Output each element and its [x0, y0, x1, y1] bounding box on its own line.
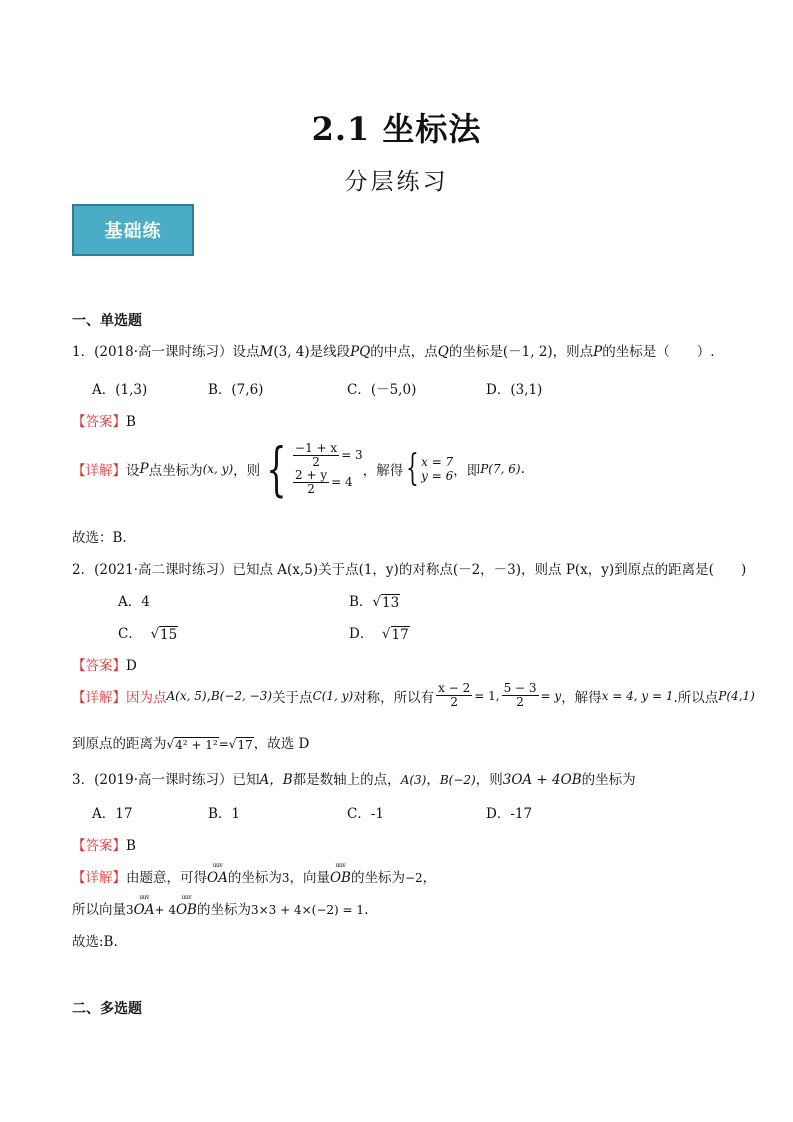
- question-3-stem: 3．(2019·高一课时练习）已知A，B都是数轴上的点，A(3)，B(−2)，则3OA + 4OB的坐标为: [72, 772, 636, 788]
- question-3-option-a: A．17: [92, 806, 133, 822]
- page-subtitle: 分层练习: [344, 169, 449, 195]
- question-1-stem: 1．(2018·高一课时练习）设点M(3, 4)是线段PQ的中点，点Q的坐标是(－1, 2)，则点P的坐标是（ ）.: [72, 344, 715, 360]
- page-title: 2.1 坐标法: [311, 110, 482, 148]
- question-1-answer: 【答案】B: [72, 414, 136, 430]
- section-heading-multi-choice: 二、多选题: [72, 1001, 142, 1017]
- level-badge: 基础练: [72, 204, 194, 256]
- section-heading-single-choice: 一、单选题: [72, 313, 142, 329]
- question-1-option-a: A．(1,3): [92, 382, 148, 398]
- question-3-option-b: B．1: [208, 806, 241, 822]
- question-3-conclusion: 故选:B.: [72, 934, 118, 950]
- question-1-option-b: B．(7,6): [208, 382, 264, 398]
- question-2-answer: 【答案】D: [72, 658, 137, 674]
- question-1-option-c: C．(－5,0): [347, 382, 417, 398]
- solution-system-1: { x = 7 y = 6: [406, 448, 454, 489]
- question-2-option-b: B．√ 13: [349, 594, 400, 611]
- question-2-option-a: A．4: [118, 594, 150, 610]
- question-2-option-c: C． √ 15: [118, 626, 178, 643]
- question-3-detail: 【详解】由题意，可得uuv OA的坐标为3，向量uuv OB的坐标为−2，: [72, 866, 436, 886]
- question-3-option-d: D．-17: [486, 806, 533, 822]
- question-2-detail-line2: 到原点的距离为√ 4² + 1² =√ 17 ，故选 D: [72, 736, 310, 752]
- equation-system-1: { $\frac{-1 + x}{2}$ = 3 $\frac{2 + y}{2}$ = 4: [266, 435, 363, 503]
- question-1-option-d: D．(3,1): [486, 382, 543, 398]
- question-3-option-c: C．-1: [347, 806, 384, 822]
- question-3-answer: 【答案】B: [72, 838, 136, 854]
- question-2-detail: 【详解】 因为点 A(x, 5) , B(−2, −3) 关于点 C(1, y) 对称，所以有 $\frac{x - 2}{2}$ = 1, $\frac{5 - 3}{2}$ = y ，解得 x = 4, y = 1 .所以点 P(4,1): [72, 681, 755, 710]
- question-2-option-d: D． √ 17: [349, 626, 409, 643]
- question-1-detail: 【详解】 设 P 点坐标为 (x, y) ，则 { $\frac{-1 + x}{2}$ = 3 $\frac{2 + y}{2}$ = 4 ，解得 { x = 7 y = 6 ，即 P(7, 6) .: [72, 435, 525, 503]
- question-1-conclusion: 故选：B.: [72, 530, 127, 546]
- question-3-detail-line2: 所以向量3uuv OA+ 4uuv OB的坐标为3×3 + 4×(−2) = 1.: [72, 898, 368, 918]
- question-2-stem: 2．(2021·高二课时练习）已知点 A(x,5)关于点(1，y)的对称点(－2，－3)，则点 P(x，y)到原点的距离是( ): [72, 562, 747, 578]
